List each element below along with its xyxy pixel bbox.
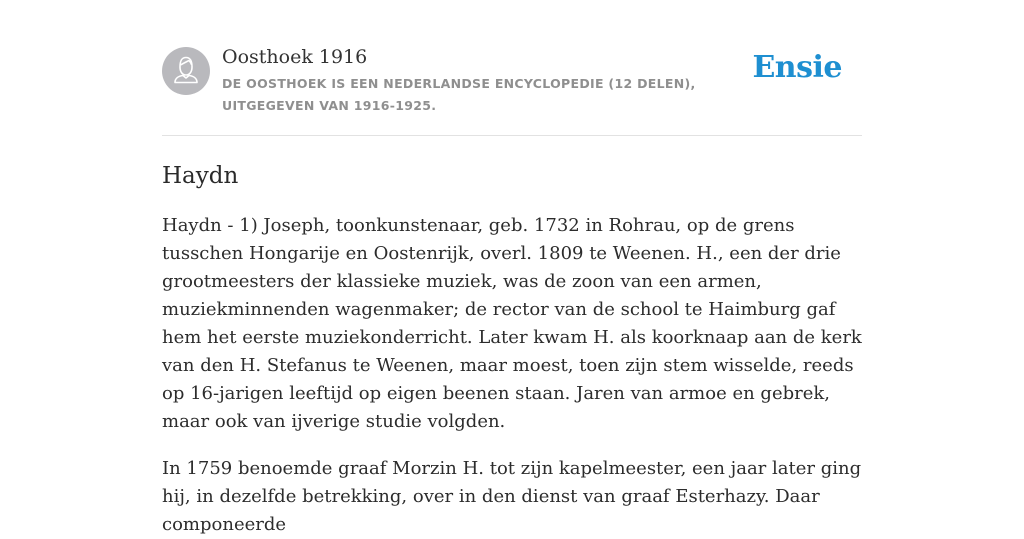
user-icon bbox=[162, 47, 210, 95]
page-container bbox=[162, 0, 862, 539]
avatar[interactable] bbox=[162, 47, 210, 95]
source-header bbox=[162, 0, 862, 136]
article-paragraph: Haydn - 1) Joseph, toonkunstenaar, geb. 1732 in Rohrau, op de grens tusschen Hongarije en Oostenrijk, overl. 1809 te Weenen. H., een der drie grootmeesters der klassieke muziek, was de zoon van een armen, muziekminnenden wagenmaker; de rector van de school te Haimburg gaf hem het eerste muziekonderricht. Later kwam H. als koorknaap aan de kerk van den H. Stefanus te Weenen, maar moest, toen zijn stem wisselde, reeds op 16-jarigen leeftijd op eigen beenen staan. Jaren van armoe en gebrek, maar ook van ijverige studie volgden. bbox=[162, 215, 862, 432]
source-description: DE OOSTHOEK IS EEN NEDERLANDSE ENCYCLOPEDIE (12 DELEN), UITGEGEVEN VAN 1916-1925. bbox=[222, 76, 696, 113]
ensie-logo[interactable]: Ensie bbox=[752, 50, 842, 85]
article-title: Haydn bbox=[162, 163, 239, 189]
article-paragraph: In 1759 benoemde graaf Morzin H. tot zijn kapelmeester, een jaar later ging hij, in dezelfde betrekking, over in den dienst van graaf Esterhazy. Daar componeerde bbox=[162, 458, 862, 535]
source-title[interactable]: Oosthoek 1916 bbox=[222, 46, 368, 68]
